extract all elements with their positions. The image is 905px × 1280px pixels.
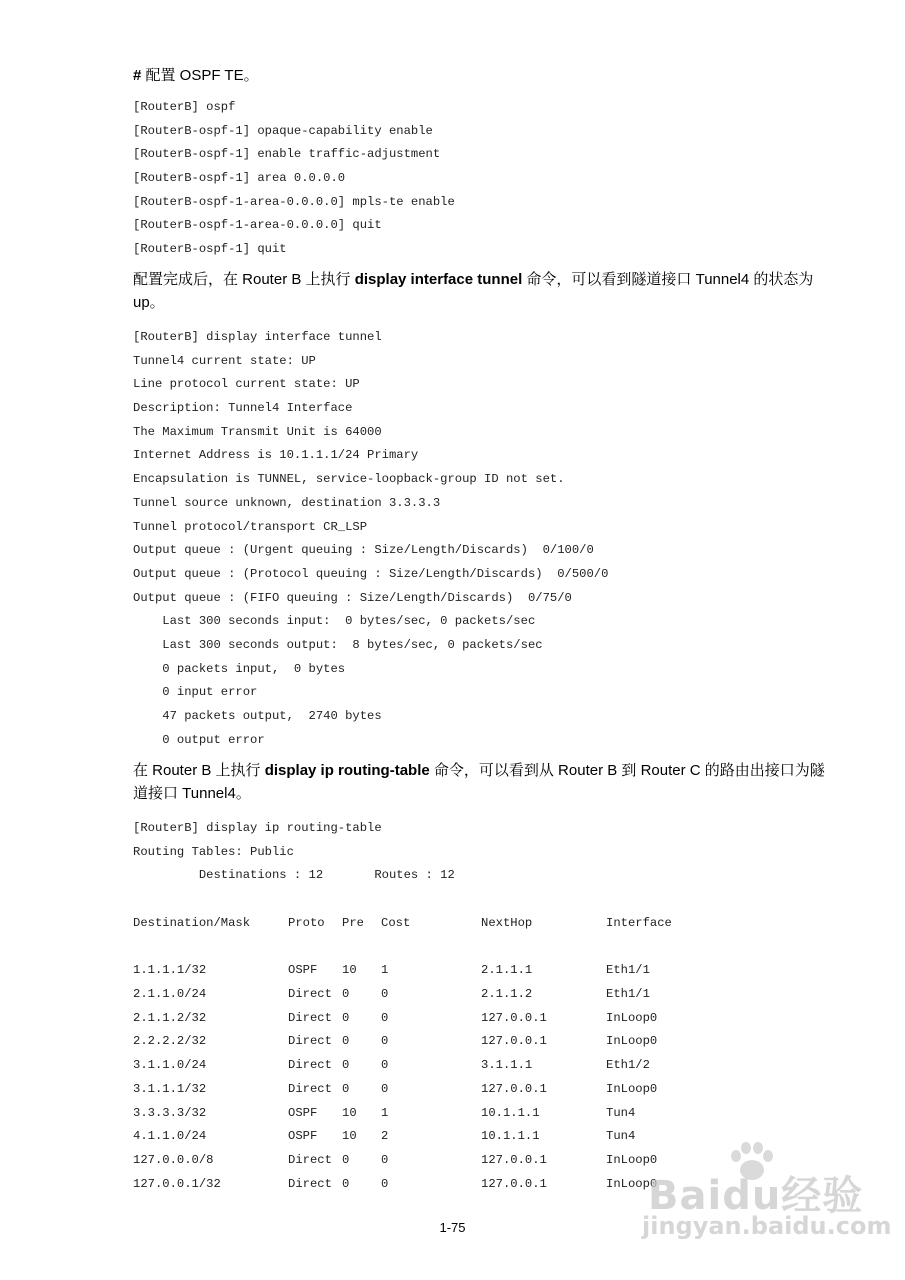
table-cell: 10.1.1.1 [481,1129,540,1144]
table-cell: Direct [288,1034,332,1049]
table-cell: 1.1.1.1/32 [133,963,207,978]
page-number: 1-75 [439,1220,466,1235]
table-cell: 127.0.0.1 [481,1034,547,1049]
code-line: Description: Tunnel4 Interface [133,401,353,416]
code-line: Destinations : 12 Routes : 12 [133,868,455,883]
table-cell: 0 [342,1081,350,1096]
routing-output-code-block [133,817,455,888]
code-line: Encapsulation is TUNNEL, service-loopback-group ID not set. [133,472,565,487]
table-cell: 0 [381,1176,389,1191]
table-cell: 2.1.1.2 [481,987,533,1002]
table-cell: 1 [381,963,389,978]
code-line: [RouterB] display ip routing-table [133,821,382,835]
code-line: [RouterB] ospf [133,100,236,114]
table-cell: InLoop0 [606,1034,658,1049]
code-line: Last 300 seconds input: 0 bytes/sec, 0 packets/sec [133,614,536,629]
baidu-watermark [634,1138,892,1248]
table-cell: 127.0.0.1 [481,1152,547,1167]
code-line: 47 packets output, 2740 bytes [133,709,382,723]
table-cell: Eth1/2 [606,1058,650,1073]
paragraph-text: 配置完成后，在 Router B 上执行 [133,271,355,288]
table-cell: 0 [381,1081,389,1096]
code-line: Internet Address is 10.1.1.1/24 Primary [133,448,419,463]
table-header-cell: Interface [606,916,672,930]
table-cell: 127.0.0.1/32 [133,1176,221,1191]
heading-text: 配置 OSPF TE。 [145,67,259,84]
code-line: 0 output error [133,732,265,747]
code-line: [RouterB-ospf-1] quit [133,242,287,257]
table-cell: OSPF [288,1129,318,1144]
table-header-cell: NextHop [481,916,533,930]
table-cell: Direct [288,1010,332,1025]
table-cell: 0 [381,987,389,1002]
ospf-config-code-block [133,96,455,262]
command-text: display interface tunnel [354,271,523,288]
watermark-brand: Baidu经验 [648,1173,864,1219]
table-cell: OSPF [288,963,318,978]
table-cell: 0 [342,1152,350,1167]
paragraph-text: 在 Router B 上执行 [133,762,265,779]
table-cell: 0 [381,1058,389,1073]
paragraph-routing-table [133,759,833,805]
interface-output-code-block [133,326,608,752]
table-cell: 0 [381,1034,389,1049]
code-line: [RouterB] display interface tunnel [133,330,382,344]
table-cell: 2.1.1.1 [481,963,533,978]
table-cell: Direct [288,1058,332,1073]
table-cell: 4.1.1.0/24 [133,1129,207,1144]
table-cell: 2.1.1.2/32 [133,1010,207,1025]
table-cell: 10 [342,1129,357,1144]
code-line: Line protocol current state: UP [133,377,360,392]
table-cell: 0 [342,1176,350,1191]
table-cell: 10 [342,1105,357,1120]
code-line: 0 packets input, 0 bytes [133,661,346,676]
watermark-url: jingyan.baidu.com [642,1212,892,1240]
table-cell: 3.1.1.0/24 [133,1058,207,1073]
table-cell: InLoop0 [606,1152,658,1167]
table-cell: 3.1.1.1/32 [133,1081,207,1096]
heading-hash: # [133,67,142,84]
table-header-cell: Cost [381,916,411,930]
code-line: Output queue : (Urgent queuing : Size/Length/Discards) 0/100/0 [133,543,594,558]
code-line: Last 300 seconds output: 8 bytes/sec, 0 packets/sec [133,637,543,652]
code-line: [RouterB-ospf-1] opaque-capability enable [133,123,433,138]
table-cell: 127.0.0.1 [481,1010,547,1025]
table-header-cell: Proto [288,916,325,930]
code-line: The Maximum Transmit Unit is 64000 [133,424,382,439]
paragraph-interface-tunnel [133,268,833,314]
table-cell: Direct [288,1152,332,1167]
table-cell: 0 [381,1152,389,1167]
command-text: display ip routing-table [264,762,430,779]
code-line: [RouterB-ospf-1-area-0.0.0.0] quit [133,218,382,233]
section-heading [133,64,259,85]
code-line: Output queue : (Protocol queuing : Size/Length/Discards) 0/500/0 [133,566,609,581]
code-line: Output queue : (FIFO queuing : Size/Length/Discards) 0/75/0 [133,590,572,605]
table-cell: 10 [342,963,357,978]
code-line: Tunnel protocol/transport CR_LSP [133,519,368,534]
table-cell: 2.2.2.2/32 [133,1034,207,1049]
table-cell: 3.3.3.3/32 [133,1105,207,1120]
table-cell: 10.1.1.1 [481,1105,540,1120]
table-cell: 3.1.1.1 [481,1058,533,1073]
table-cell: 0 [342,1034,350,1049]
code-line: Tunnel4 current state: UP [133,353,316,368]
table-cell: 127.0.0.0/8 [133,1152,214,1167]
code-line: Routing Tables: Public [133,844,294,859]
paragraph-text: 命令，可以看到隧道接口 Tunnel4 的状态为 up。 [133,271,814,311]
table-cell: 127.0.0.1 [481,1081,547,1096]
table-cell: 2.1.1.0/24 [133,987,207,1002]
table-cell: 0 [342,1058,350,1073]
code-line: [RouterB-ospf-1] area 0.0.0.0 [133,171,346,186]
code-line: 0 input error [133,685,258,700]
table-cell: InLoop0 [606,1176,658,1191]
table-cell: 127.0.0.1 [481,1176,547,1191]
table-header-cell: Pre [342,916,364,930]
table-cell: 1 [381,1105,389,1120]
table-cell: Direct [288,1176,332,1191]
table-cell: 2 [381,1129,389,1144]
code-line: [RouterB-ospf-1-area-0.0.0.0] mpls-te enable [133,194,455,209]
table-cell: OSPF [288,1105,318,1120]
table-cell: Tun4 [606,1129,636,1144]
table-cell: InLoop0 [606,1081,658,1096]
table-cell: 0 [342,1010,350,1025]
table-cell: Direct [288,1081,332,1096]
table-cell: Direct [288,987,332,1002]
table-cell: Eth1/1 [606,987,650,1002]
code-line: Tunnel source unknown, destination 3.3.3.3 [133,495,441,510]
code-line: [RouterB-ospf-1] enable traffic-adjustment [133,147,441,162]
table-cell: InLoop0 [606,1010,658,1025]
table-header-cell: Destination/Mask [133,916,251,930]
paragraph-text: 命令，可以看到从 Router B 到 Router C 的路由出接口为隧道接口 Tunnel4。 [133,762,825,802]
table-cell: Eth1/1 [606,963,650,978]
table-cell: 0 [381,1010,389,1025]
table-cell: Tun4 [606,1105,636,1120]
table-cell: 0 [342,987,350,1002]
